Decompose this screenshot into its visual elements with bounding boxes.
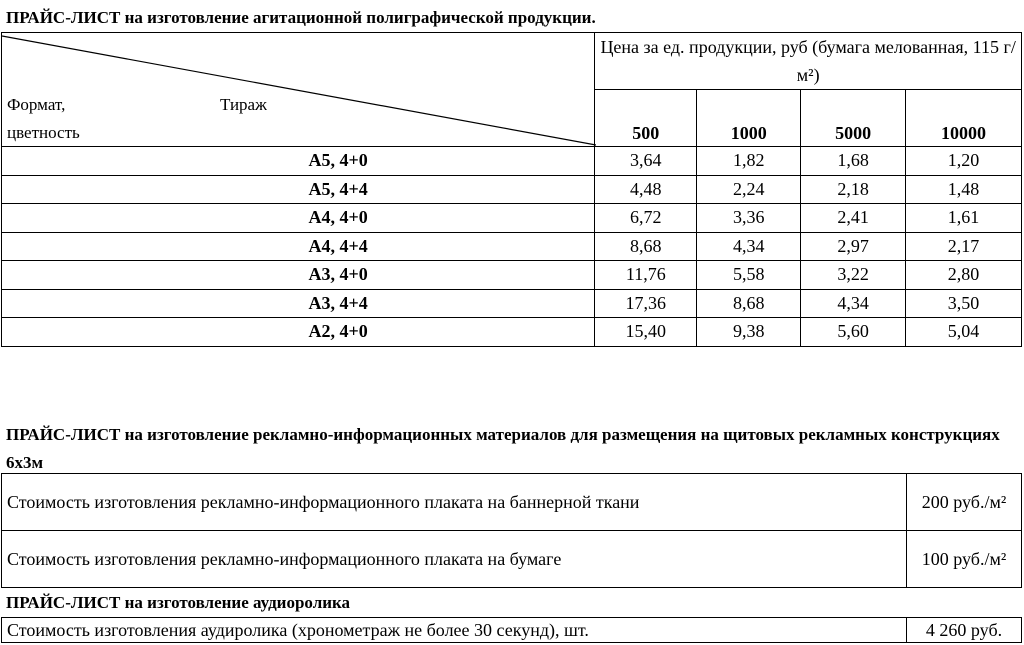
table-row	[2, 232, 1022, 261]
format-cell: А5, 4+4	[2, 175, 595, 204]
price-cell: 5,58	[697, 261, 801, 290]
billboard-item-price: 100 руб./м²	[907, 531, 1022, 588]
price-cell: 5,04	[906, 318, 1022, 347]
price-cell: 8,68	[697, 289, 801, 318]
price-cell: 11,76	[595, 261, 697, 290]
print-price-table	[1, 32, 1022, 347]
price-cell: 4,48	[595, 175, 697, 204]
price-cell: 2,41	[801, 204, 906, 233]
price-cell: 1,20	[906, 147, 1022, 176]
price-cell: 3,64	[595, 147, 697, 176]
billboard-item-description: Стоимость изготовления рекламно-информационного плаката на бумаге	[2, 531, 907, 588]
print-pricelist-title: ПРАЙС-ЛИСТ на изготовление агитационной полиграфической продукции.	[6, 8, 596, 27]
quantity-header: 500	[595, 90, 697, 147]
price-cell: 2,17	[906, 232, 1022, 261]
price-cell: 3,22	[801, 261, 906, 290]
price-cell: 4,34	[697, 232, 801, 261]
billboard-pricelist-title: ПРАЙС-ЛИСТ на изготовление рекламно-информационных материалов для размещения на щитовых рекламных конструкциях 6х3м	[6, 425, 1000, 472]
price-cell: 2,24	[697, 175, 801, 204]
price-cell: 5,60	[801, 318, 906, 347]
corner-run-label: Тираж	[220, 95, 267, 114]
price-cell: 1,61	[906, 204, 1022, 233]
billboard-item-price: 200 руб./м²	[907, 474, 1022, 531]
quantity-header: 1000	[697, 90, 801, 147]
corner-color-label: цветность	[7, 123, 80, 142]
quantity-header: 5000	[801, 90, 906, 147]
table-row	[2, 531, 1022, 588]
corner-header-cell	[2, 33, 595, 147]
audio-item-description: Стоимость изготовления аудиролика (хронометраж не более 30 секунд), шт.	[2, 618, 907, 643]
table-row	[2, 289, 1022, 318]
price-cell: 2,80	[906, 261, 1022, 290]
table-row	[2, 175, 1022, 204]
price-cell: 3,36	[697, 204, 801, 233]
price-cell: 1,48	[906, 175, 1022, 204]
price-cell: 8,68	[595, 232, 697, 261]
billboard-item-description: Стоимость изготовления рекламно-информационного плаката на баннерной ткани	[2, 474, 907, 531]
price-cell: 6,72	[595, 204, 697, 233]
corner-format-label: Формат,	[7, 95, 66, 114]
price-cell: 2,18	[801, 175, 906, 204]
format-cell: А2, 4+0	[2, 318, 595, 347]
format-cell: А4, 4+0	[2, 204, 595, 233]
price-cell: 1,68	[801, 147, 906, 176]
table-row	[2, 318, 1022, 347]
table-row	[2, 474, 1022, 531]
price-cell: 17,36	[595, 289, 697, 318]
audio-item-price: 4 260 руб.	[907, 618, 1022, 643]
format-cell: А3, 4+4	[2, 289, 595, 318]
price-cell: 4,34	[801, 289, 906, 318]
table-row	[2, 618, 1022, 643]
format-cell: А4, 4+4	[2, 232, 595, 261]
price-cell: 9,38	[697, 318, 801, 347]
price-header: Цена за ед. продукции, руб (бумага мелованная, 115 г/м²)	[595, 33, 1022, 90]
audio-price-table	[1, 617, 1022, 643]
table-row	[2, 261, 1022, 290]
audio-pricelist-title: ПРАЙС-ЛИСТ на изготовление аудиоролика	[6, 593, 351, 612]
table-row	[2, 204, 1022, 233]
price-cell: 15,40	[595, 318, 697, 347]
price-cell: 3,50	[906, 289, 1022, 318]
format-cell: А3, 4+0	[2, 261, 595, 290]
price-cell: 1,82	[697, 147, 801, 176]
diagonal-divider	[2, 33, 596, 147]
price-cell: 2,97	[801, 232, 906, 261]
billboard-price-table	[1, 473, 1022, 588]
table-row	[2, 147, 1022, 176]
quantity-header: 10000	[906, 90, 1022, 147]
format-cell: А5, 4+0	[2, 147, 595, 176]
